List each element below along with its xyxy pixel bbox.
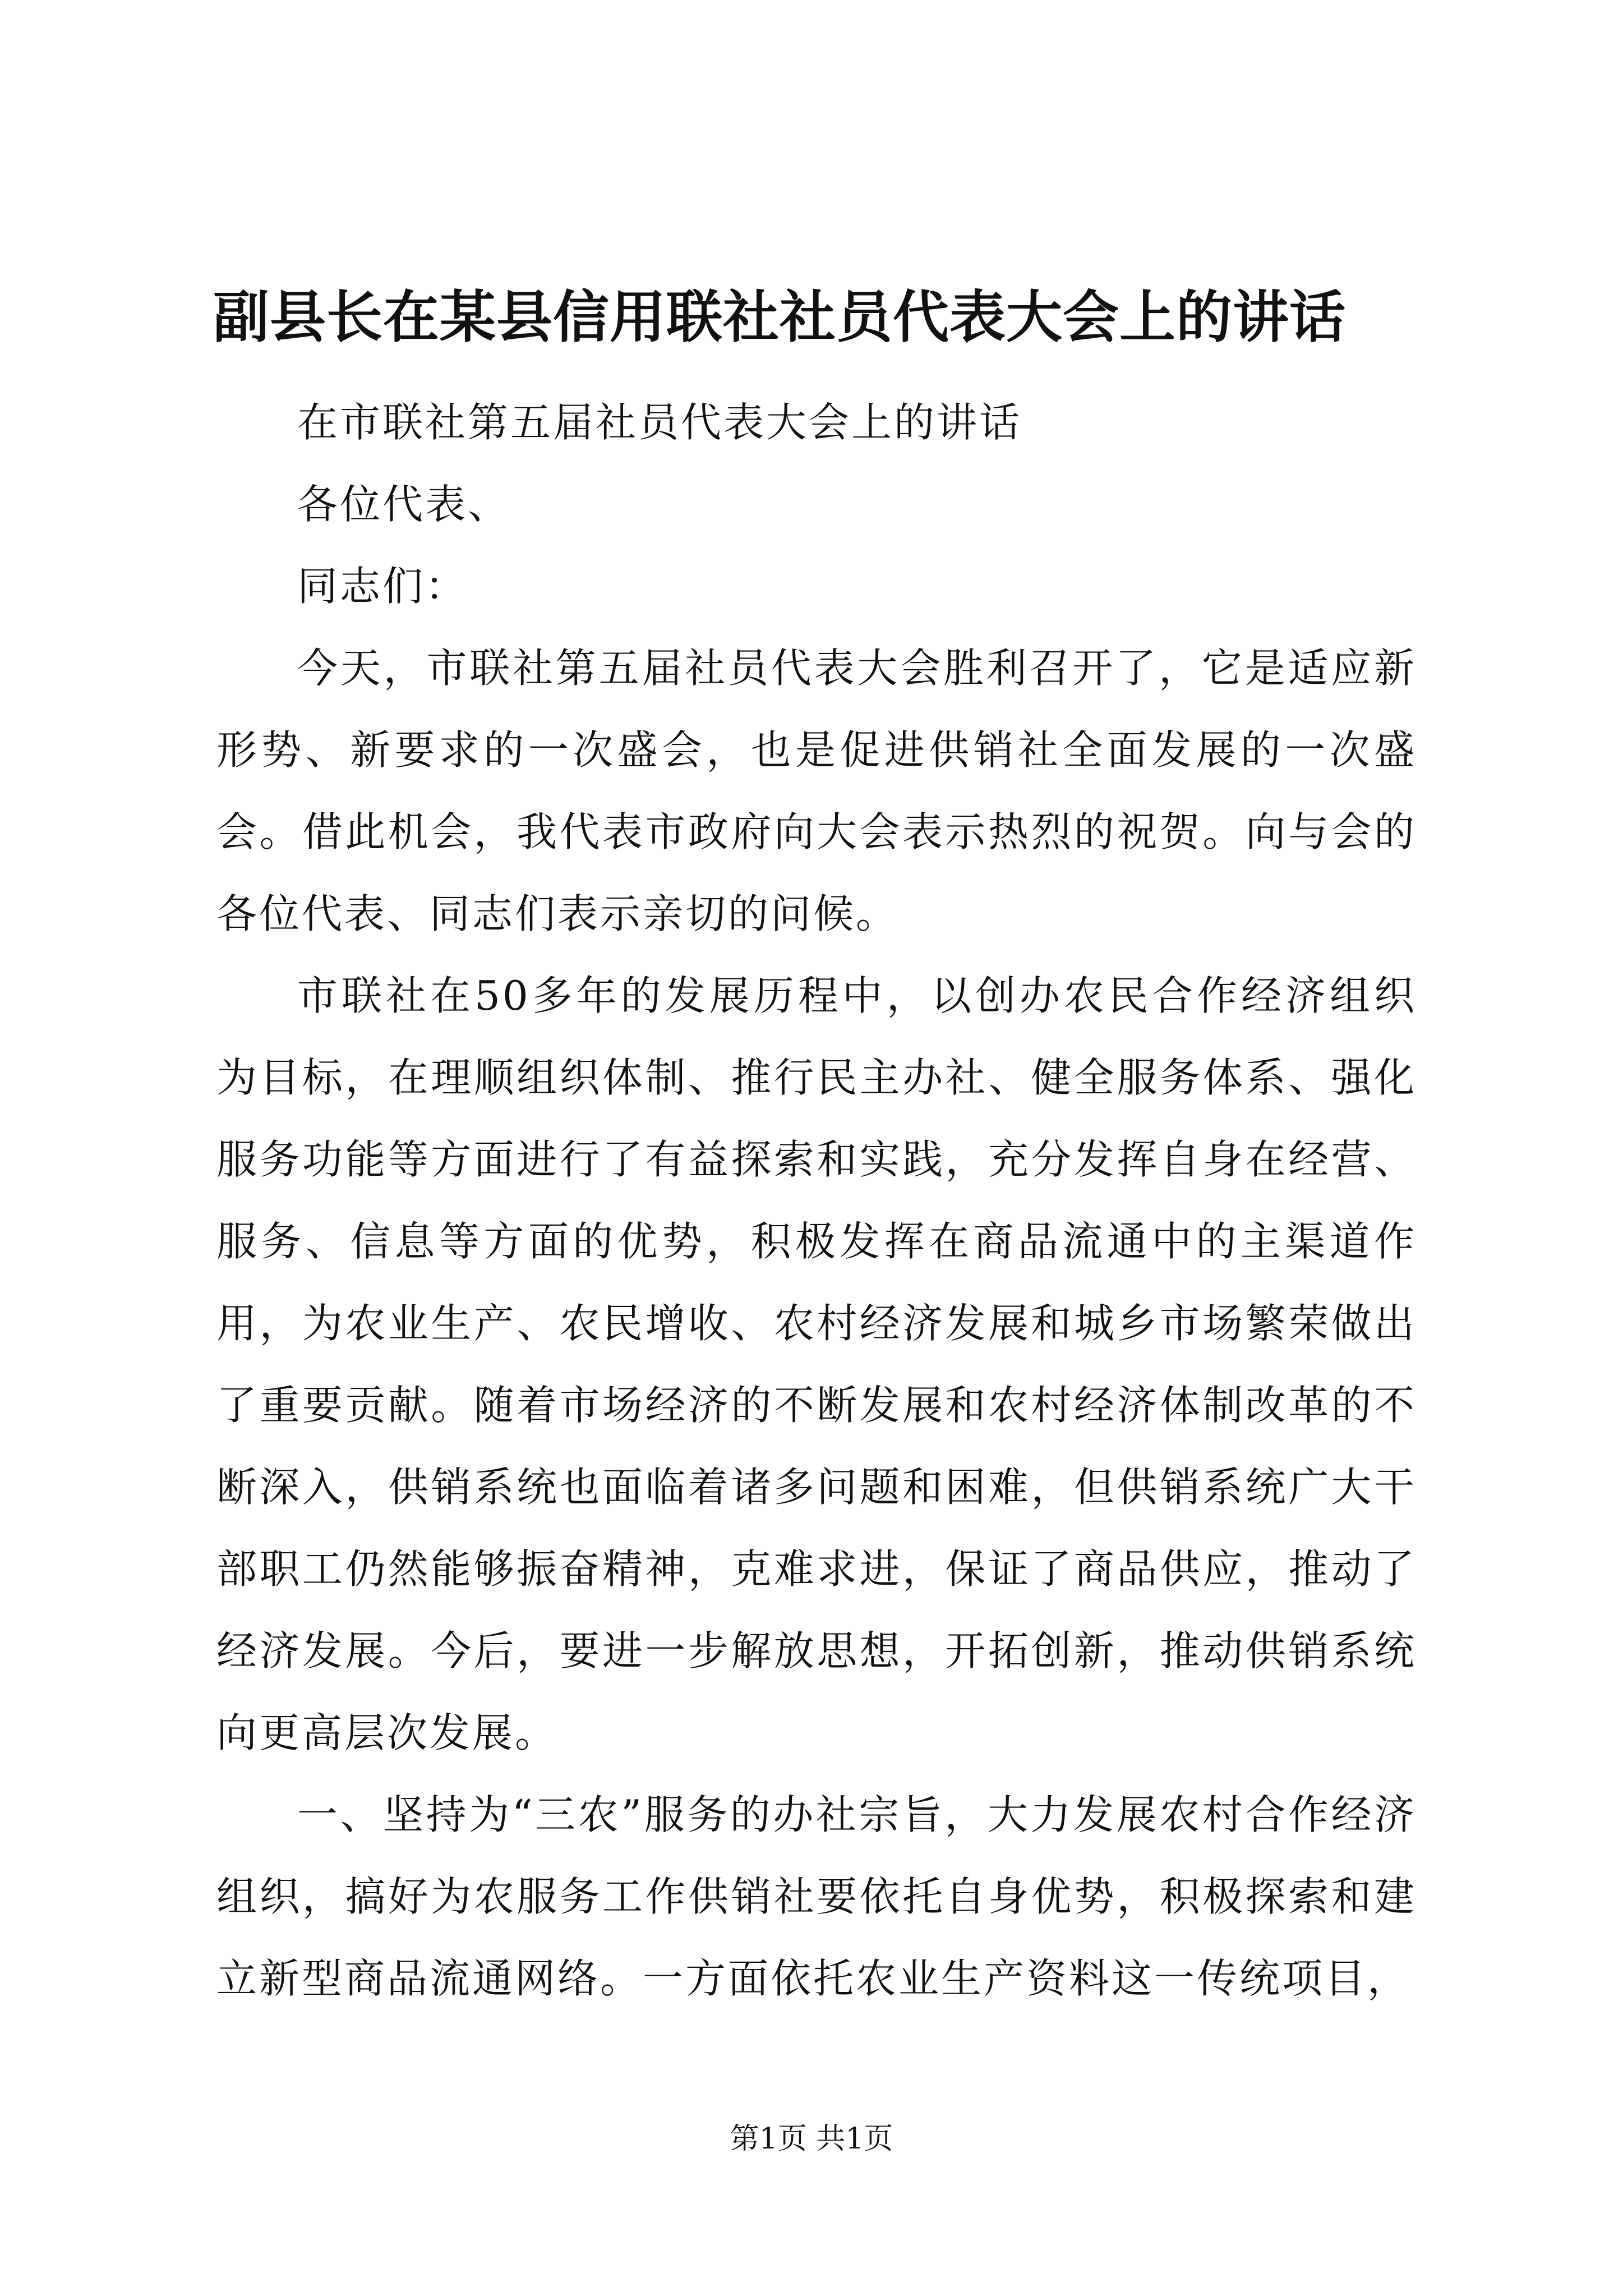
- body-paragraph: 今天，市联社第五届社员代表大会胜利召开了，它是适应新形势、新要求的一次盛会，也是促进供销社全面发展的一次盛会。借此机会，我代表市政府向大会表示热烈的祝贺。向与会的各位代表、同志们表示亲切的问候。: [216, 645, 1417, 937]
- subtitle-paragraph: 在市联社第五届社员代表大会上的讲话: [297, 399, 1022, 446]
- document-body: [216, 381, 1417, 2019]
- salutation-paragraph: 各位代表、: [297, 481, 511, 528]
- body-paragraph: 一、坚持为“三农”服务的办社宗旨，大力发展农村合作经济组织，搞好为农服务工作供销社要依托自身优势，积极探索和建立新型商品流通网络。一方面依托农业生产资料这一传统项目，: [216, 1791, 1417, 2002]
- document-title: 副县长在某县信用联社社员代表大会上的讲话: [213, 284, 1346, 350]
- body-paragraph: 市联社在50多年的发展历程中，以创办农民合作经济组织为目标，在理顺组织体制、推行民主办社、健全服务体系、强化服务功能等方面进行了有益探索和实践，充分发挥自身在经营、服务、信息等方面的优势，积极发挥在商品流通中的主渠道作用，为农业生产、农民增收、农村经济发展和城乡市场繁荣做出了重要贡献。随着市场经济的不断发展和农村经济体制改革的不断深入，供销系统也面临着诸多问题和困难，但供销系统广大干部职工仍然能够振奋精神，克难求进，保证了商品供应，推动了经济发展。今后，要进一步解放思想，开拓创新，推动供销系统向更高层次发展。: [216, 972, 1417, 1756]
- salutation-paragraph: 同志们：: [297, 563, 468, 610]
- page-footer: 第1页 共1页: [730, 2122, 893, 2156]
